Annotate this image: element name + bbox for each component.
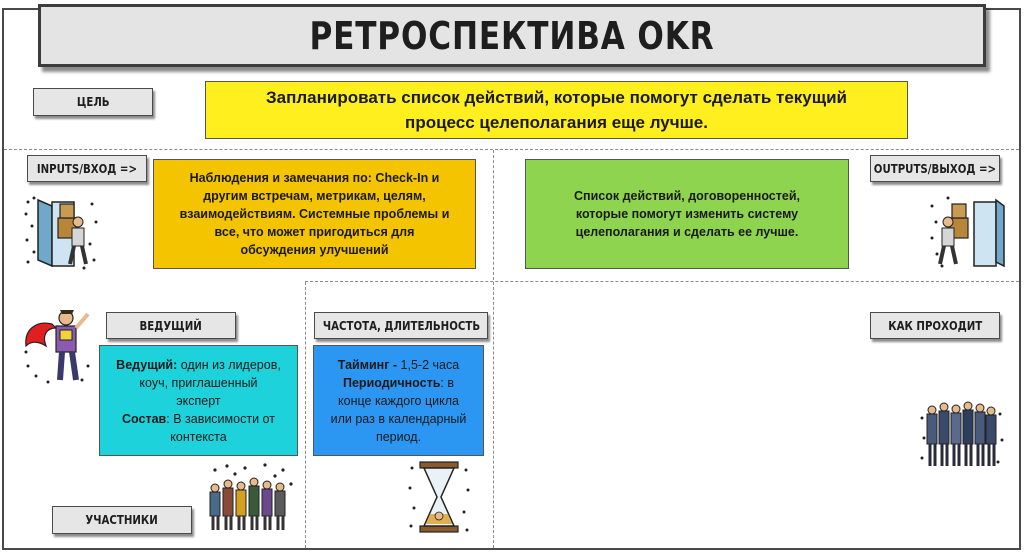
outputs-line: целеполагания и сделать ее лучше. [575,225,799,239]
host-role-label: Ведущий: [116,357,178,372]
page-title: РЕТРОСПЕКТИВА OKR [309,13,715,58]
outputs-label [870,155,1000,182]
frequency-label [314,312,488,339]
host-role-line: коуч, приглашенный [139,375,258,390]
inputs-label-text: INPUTS/ВХОД => [36,161,138,176]
door-exit-icon [22,192,100,272]
period-value: : в [440,375,454,390]
participants-label [52,506,192,534]
outputs-label-text: OUTPUTS/ВЫХОД => [873,161,997,176]
inputs-label [27,155,147,182]
superhero-icon [22,306,94,386]
timing-value: 1,5-2 часа [397,357,460,372]
goal-label [33,88,153,116]
inputs-line: другим встречам, метрикам, целям, [203,189,426,203]
team-label: Состав [122,411,167,426]
timing-label: Тайминг - [337,357,398,372]
inputs-line: обсуждения улучшений [240,243,389,257]
host-role-line: эксперт [176,393,221,408]
frequency-box [313,345,484,456]
participants-label-text: УЧАСТНИКИ [85,513,159,527]
team-line: контекста [170,429,227,444]
inputs-line: Наблюдения и замечания по: Check-In и [189,171,440,185]
how-label [870,312,1000,339]
period-line: период. [375,429,422,444]
outputs-line: которые помогут изменить систему [575,207,799,221]
inputs-box [153,159,476,269]
goal-label-text: ЦЕЛЬ [76,95,110,109]
door-enter-icon [928,192,1006,272]
inputs-line: взаимодействиям. Системные проблемы и [179,207,450,221]
frequency-label-text: ЧАСТОТА, ДЛИТЕЛЬНОСТЬ [322,318,480,333]
team-value: : В зависимости от [166,411,275,426]
host-label [106,312,236,339]
period-label: Периодичность [343,375,441,390]
divider-middle-upper [493,150,494,280]
host-label-text: ВЕДУЩИЙ [139,318,203,333]
businessmen-group-icon [918,398,1004,472]
period-line: конце каждого цикла [338,393,459,408]
how-label-text: КАК ПРОХОДИТ [888,318,982,333]
goal-line-1: Запланировать список действий, которые помогут сделать текущий [265,88,848,107]
host-role-value: один из лидеров, [177,357,281,372]
host-box [99,345,298,456]
period-line: или раз в календарный [330,411,467,426]
divider-middle [305,281,1019,282]
divider-top [4,149,1019,150]
inputs-line: все, что может пригодиться для [214,225,415,239]
outputs-box [525,159,849,269]
crowd-icon [205,462,295,534]
title-banner [38,4,986,67]
divider-lower-left [305,282,306,548]
goal-box [205,81,908,139]
outputs-line: Список действий, договоренностей, [574,189,800,203]
hourglass-icon [406,458,472,536]
goal-line-2: процесс целеполагания еще лучше. [405,113,708,132]
divider-lower-right [493,282,494,548]
